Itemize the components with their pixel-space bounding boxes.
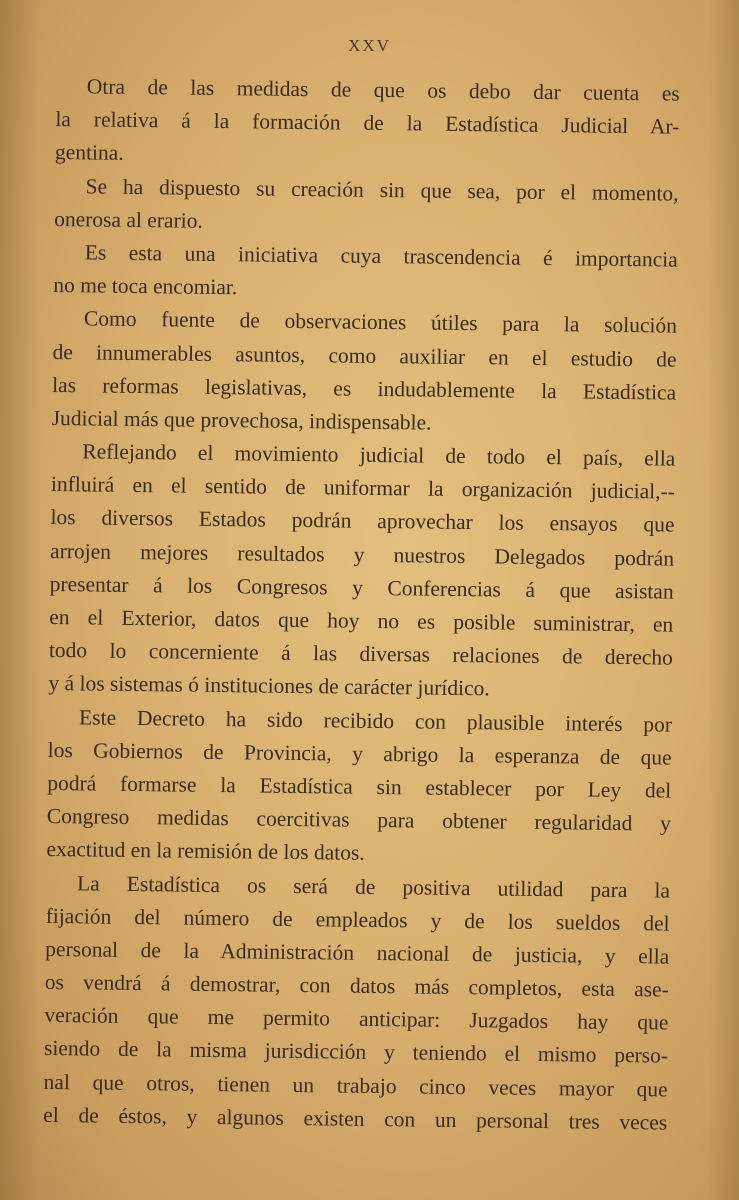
paragraph-5-line-4: arrojen mejores resultados y nuestros Delegados podrán: [49, 538, 675, 571]
paragraph-5-line-8: y á los sistemas ó instituciones de carácter jurídico.: [48, 671, 490, 701]
text-block: [43, 70, 680, 1140]
page-shadow-left: [0, 0, 40, 1200]
paragraph-5-line-7: todo lo concerniente á las diversas relaciones de derecho: [48, 638, 674, 670]
paragraph-2-line-2: onerosa al erario.: [54, 206, 203, 233]
paragraph-3-line-1: Es esta una iniciativa cuya trascendencia é importancia: [84, 240, 678, 272]
paragraph-1-line-3: gentina.: [54, 140, 124, 166]
paragraph-5-line-2: influirá en el sentido de uniformar la organización judicial,--: [50, 472, 676, 504]
paragraph-7-line-3: personal de la Administración nacional de justicia, y ella: [45, 936, 670, 969]
paragraph-5-line-6: en el Exterior, datos que hoy no es posible suministrar, en: [49, 604, 674, 637]
paragraph-4-line-2: de innumerables asuntos, como auxiliar en el estudio de: [52, 339, 677, 372]
paragraph-2-line-1: Se ha dispuesto su creación sin que sea, por el momento,: [85, 173, 679, 206]
paragraph-6-line-5: exactitud en la remisión de los datos.: [46, 837, 365, 866]
paragraph-7-line-6: siendo de la misma jurisdicción y teniendo el mismo perso-: [43, 1036, 669, 1068]
paragraph-4-line-3: las reformas legislativas, es indudablemente la Estadística: [52, 372, 677, 405]
paragraph-3-line-2: no me toca encomiar.: [53, 273, 238, 300]
paragraph-1-line-2: la relativa á la formación de la Estadística Judicial Ar-: [55, 107, 680, 139]
paragraph-7-line-8: el de éstos, y algunos existen con un personal tres veces: [43, 1102, 668, 1135]
paragraph-1-line-1: Otra de las medidas de que os debo dar cuenta es: [86, 74, 680, 106]
paragraph-4-line-1: Como fuente de observaciones útiles para la solución: [83, 306, 678, 338]
paragraph-5-line-1: Reflejando el movimiento judicial de todo el país, ella: [82, 439, 676, 471]
paragraph-7-line-5: veración que me permito anticipar: Juzgados hay que: [44, 1003, 669, 1035]
paragraph-6-line-2: los Gobiernos de Provincia, y abrigo la esperanza de que: [47, 737, 672, 770]
paragraph-5-line-3: los diversos Estados podrán aprovechar los ensayos que: [50, 505, 675, 538]
paragraph-7-line-1: La Estadística os será de positiva utilidad para la: [76, 870, 671, 903]
paragraph-7-line-7: nal que otros, tienen un trabajo cinco veces mayor que: [43, 1069, 668, 1102]
paragraph-6-line-3: podrá formarse la Estadística sin establecer por Ley del: [47, 770, 672, 803]
paragraph-5-line-5: presentar á los Congresos y Conferencias á que asistan: [49, 571, 674, 604]
paragraph-6-line-1: Este Decreto ha sido recibido con plausible interés por: [78, 704, 673, 737]
paragraph-7-line-2: fijación del número de empleados y de los sueldos del: [45, 903, 670, 936]
page-shadow-right: [709, 0, 739, 1200]
page-number: XXV: [348, 36, 391, 55]
paragraph-7-line-4: os vendrá á demostrar, con datos más completos, esta ase-: [44, 969, 669, 1002]
paragraph-4-line-4: Judicial más que provechosa, indispensable.: [51, 405, 432, 435]
paragraph-6-line-4: Congreso medidas coercitivas para obtener regularidad y: [46, 804, 671, 836]
